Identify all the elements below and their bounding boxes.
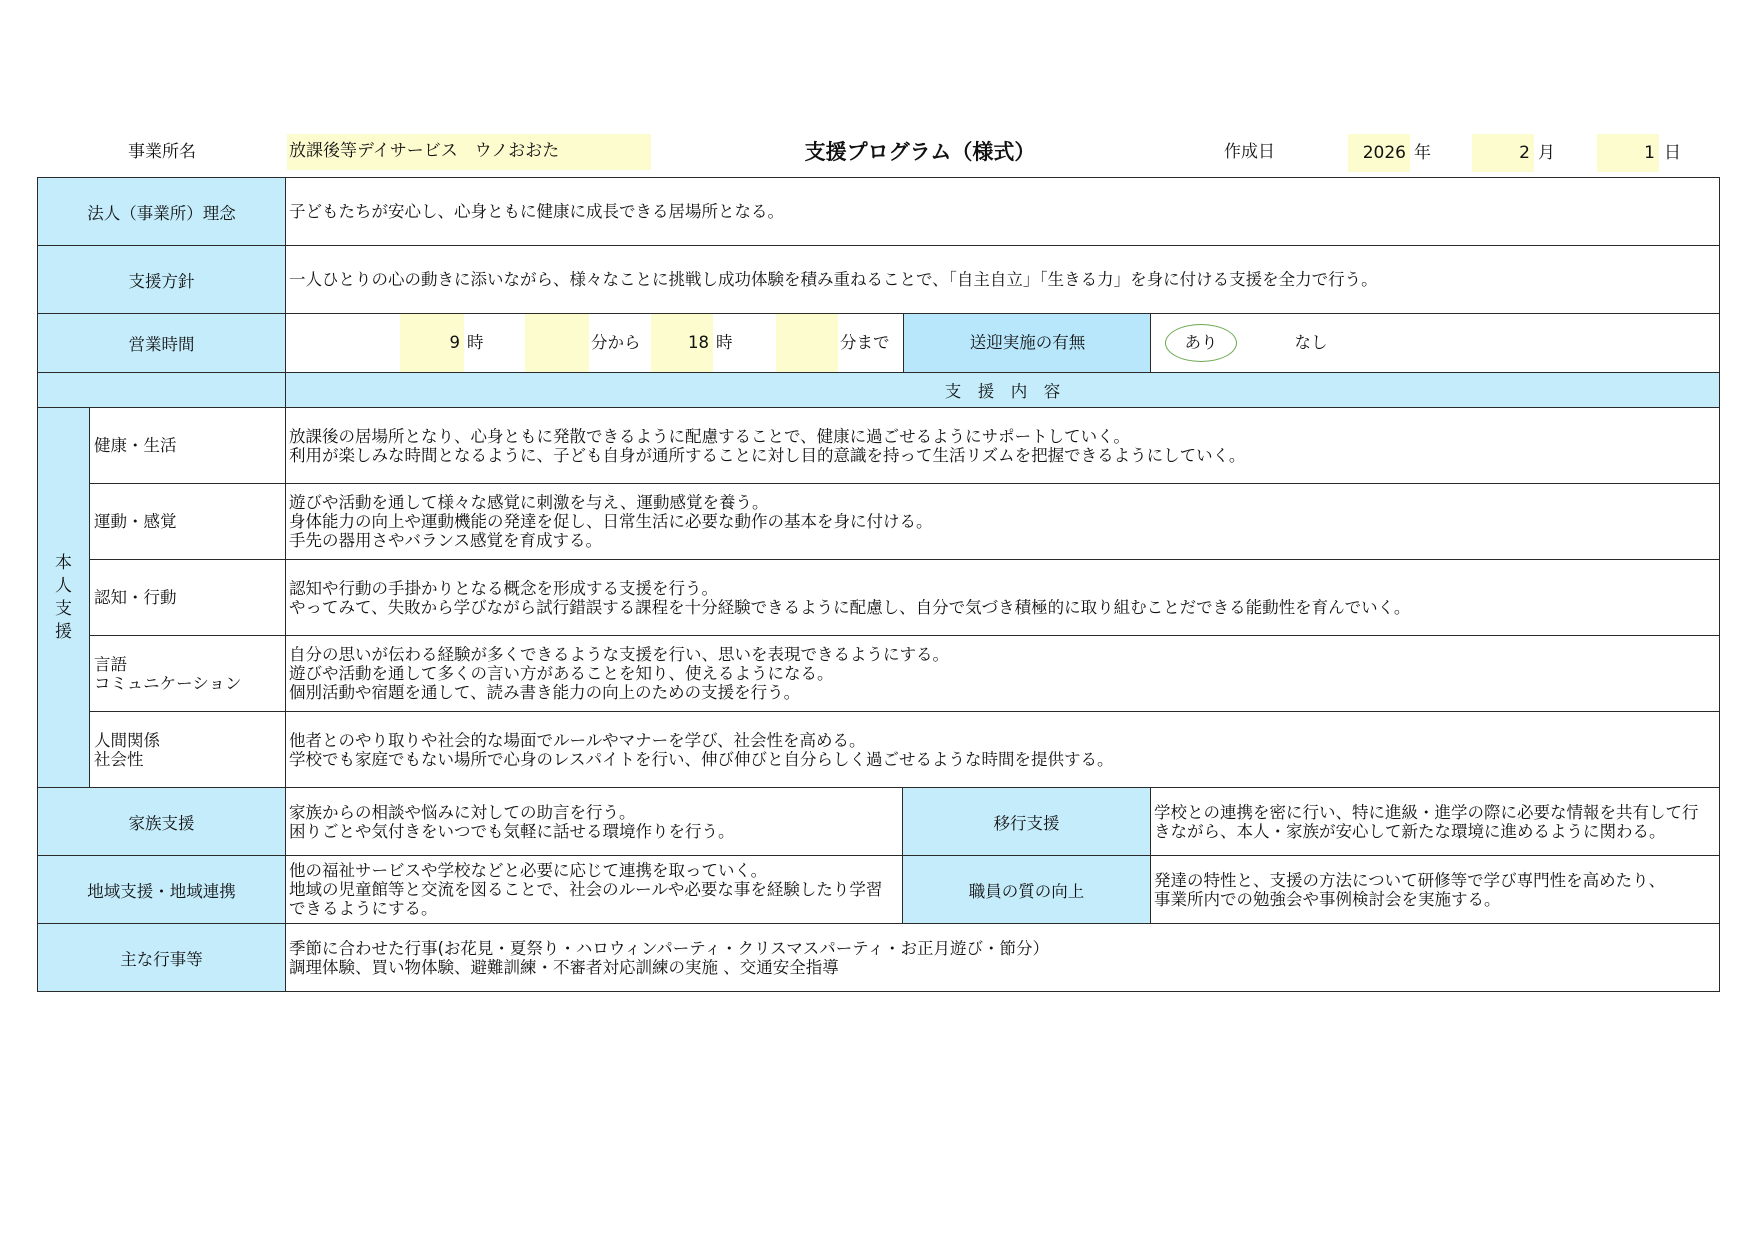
page-title: 支援プログラム（様式） (804, 140, 1036, 164)
individual-support-label: 本 人 支 援 (38, 408, 90, 788)
events-text[interactable]: 季節に合わせた行事(お花見・夏祭り・ハロウィンパーティ・クリスマスパーティ・お正月遊び・節分） 調理体験、買い物体験、避難訓練・不審者対応訓練の実施 、交通安全指導 (286, 924, 1720, 992)
transport-options-cell (1151, 314, 1720, 373)
office-name-field[interactable]: 放課後等デイサービス ウノおおた (287, 134, 651, 170)
end-hour-field[interactable]: 18 (651, 314, 713, 372)
hours-row (38, 314, 1720, 373)
community-support-text[interactable]: 他の福祉サービスや学校などと必要に応じて連携を取っていく。 地域の児童館等と交流を図ることで、社会のルールや必要な事を経験したり学習 できるようにする。 (286, 856, 903, 924)
individual-support-row (38, 560, 1720, 636)
transport-label: 送迎実施の有無 (903, 314, 1151, 372)
transition-support-text[interactable]: 学校との連携を密に行い、特に進級・進学の際に必要な情報を共有して行 きながら、本人・家族が安心して新たな環境に進めるように関わる。 (1151, 788, 1720, 856)
cognition-behavior-text[interactable]: 認知や行動の手掛かりとなる概念を形成する支援を行う。 やってみて、失敗から学びながら試行錯誤する課程を十分経験できるように配慮し、自分で気づき積極的に取り組むことだできる能動性を育んでいく。 (286, 560, 1720, 636)
health-life-text[interactable]: 放課後の居場所となり、心身ともに発散できるように配慮することで、健康に過ごせるようにサポートしていく。 利用が楽しみな時間となるように、子ども自身が通所することに対し目的意識を持って生活リズムを把握できるようにしていく。 (286, 408, 1720, 484)
category-language-communication: 言語 コミュニケーション (90, 636, 286, 712)
content-header-blank (38, 373, 286, 408)
transport-option-no[interactable]: なし (1294, 333, 1328, 352)
created-day-field[interactable]: 1 (1597, 134, 1659, 172)
support-program-table (37, 177, 1720, 992)
individual-support-row (38, 712, 1720, 788)
created-date-label: 作成日 (1224, 142, 1275, 162)
philosophy-text[interactable]: 子どもたちが安心し、心身ともに健康に成長できる居場所となる。 (286, 178, 1720, 246)
start-hour-field[interactable]: 9 (400, 314, 464, 372)
family-transition-row (38, 788, 1720, 856)
community-support-label: 地域支援・地域連携 (38, 856, 286, 924)
individual-support-row (38, 636, 1720, 712)
content-header-row (38, 373, 1720, 408)
family-support-text[interactable]: 家族からの相談や悩みに対しての助言を行う。 困りごとや気付きをいつでも気軽に話せる環境作りを行う。 (286, 788, 903, 856)
created-month-field[interactable]: 2 (1472, 134, 1534, 172)
relationships-sociality-text[interactable]: 他者とのやり取りや社会的な場面でルールやマナーを学び、社会性を高める。 学校でも家庭でもない場所で心身のレスパイトを行い、伸び伸びと自分らしく過ごせるような時間を提供する。 (286, 712, 1720, 788)
philosophy-row (38, 178, 1720, 246)
end-minute-field[interactable] (776, 314, 838, 372)
family-support-label: 家族支援 (38, 788, 286, 856)
year-unit-label: 年 (1414, 143, 1431, 163)
start-hour-unit: 時 (467, 333, 484, 352)
start-minute-field[interactable] (525, 314, 589, 372)
content-header: 支 援 内 容 (286, 373, 1720, 408)
day-unit-label: 日 (1664, 143, 1681, 163)
hours-cell (286, 314, 1151, 373)
transport-option-yes[interactable]: あり (1184, 333, 1218, 352)
category-relationships-sociality: 人間関係 社会性 (90, 712, 286, 788)
created-year-field[interactable]: 2026 (1348, 134, 1410, 172)
policy-row (38, 246, 1720, 314)
month-unit-label: 月 (1538, 143, 1555, 163)
transition-support-label: 移行支援 (903, 788, 1151, 856)
category-health-life: 健康・生活 (90, 408, 286, 484)
policy-text[interactable]: 一人ひとりの心の動きに添いながら、様々なことに挑戦し成功体験を積み重ねることで、「自主自立」「生きる力」を身に付ける支援を全力で行う。 (286, 246, 1720, 314)
category-movement-sense: 運動・感覚 (90, 484, 286, 560)
philosophy-label: 法人（事業所）理念 (38, 178, 286, 246)
until-label: 分まで (840, 333, 890, 352)
staff-quality-label: 職員の質の向上 (903, 856, 1151, 924)
community-staff-row (38, 856, 1720, 924)
individual-support-row (38, 408, 1720, 484)
hours-label: 営業時間 (38, 314, 286, 373)
events-row (38, 924, 1720, 992)
individual-support-row (38, 484, 1720, 560)
office-label: 事業所名 (128, 142, 196, 162)
staff-quality-text[interactable]: 発達の特性と、支援の方法について研修等で学び専門性を高めたり、 事業所内での勉強会や事例検討会を実施する。 (1151, 856, 1720, 924)
language-communication-text[interactable]: 自分の思いが伝わる経験が多くできるような支援を行い、思いを表現できるようにする。 遊びや活動を通して多くの言い方があることを知り、使えるようになる。 個別活動や宿題を通して、読み書き能力の向上のための支援を行う。 (286, 636, 1720, 712)
movement-sense-text[interactable]: 遊びや活動を通して様々な感覚に刺激を与え、運動感覚を養う。 身体能力の向上や運動機能の発達を促し、日常生活に必要な動作の基本を身に付ける。 手先の器用さやバランス感覚を育成する。 (286, 484, 1720, 560)
events-label: 主な行事等 (38, 924, 286, 992)
policy-label: 支援方針 (38, 246, 286, 314)
end-hour-unit: 時 (716, 333, 733, 352)
from-label: 分から (591, 333, 641, 352)
category-cognition-behavior: 認知・行動 (90, 560, 286, 636)
